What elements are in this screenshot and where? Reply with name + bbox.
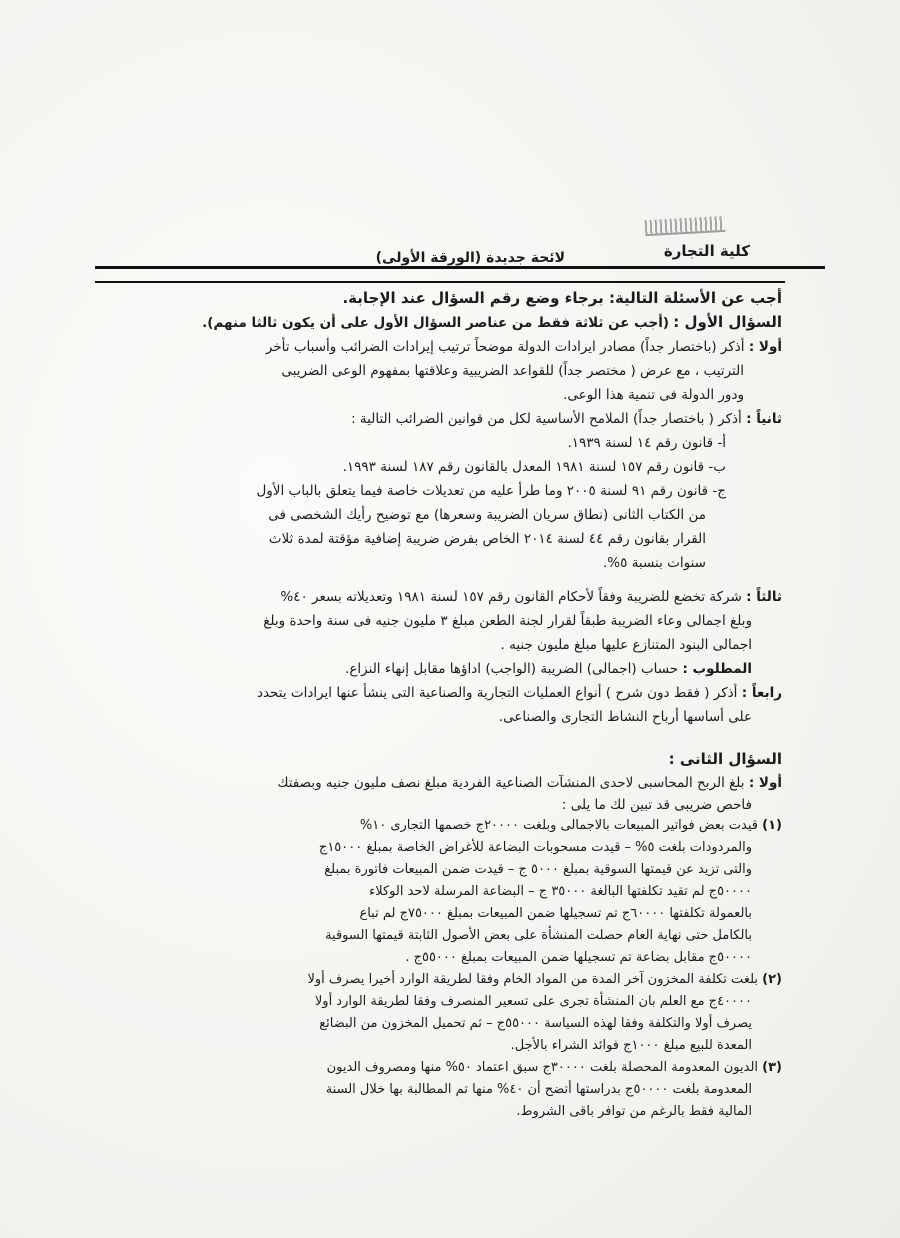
q2-item-2-line-3: يصرف أولا والتكلفة وفقا لهذه السياسة ٥٥٠٠٠ج – ثم تحميل المخزون من البضائع bbox=[319, 1016, 752, 1031]
q2-item-1-line-1 bbox=[92, 815, 782, 837]
q1-first-line-2: الترتيب ، مع عرض ( مختصر جداً) للقواعد الضريبية وعلاقتها بمفهوم الوعى الضريبى bbox=[281, 363, 744, 379]
q1-third-text-1: شركة تخضع للضريبة وفقاً لأحكام القانون رقم ١٥٧ لسنة ١٩٨١ وتعديلاته بسعر ٤٠% bbox=[280, 589, 742, 605]
q1-third-required bbox=[92, 657, 782, 681]
q2-first-line-2: فاحص ضريبى قد تبين لك ما يلى : bbox=[561, 797, 752, 813]
q1-fourth-text-1: أذكر ( فقط دون شرح ) أنواع العمليات التجارية والصناعية التى ينشأ عنها ايرادات يتحدد bbox=[256, 685, 738, 701]
q1-second-item-c: ج- قانون رقم ٩١ لسنة ٢٠٠٥ وما طرأ عليه من تعديلات خاصة فيما يتعلق بالباب الأول bbox=[256, 483, 726, 499]
header-divider-2 bbox=[95, 281, 785, 283]
q2-item-3-line-3: المالية فقط بالرغم من توافر باقى الشروط. bbox=[516, 1104, 752, 1119]
q2-item-3-text-1: الديون المعدومة المحصلة بلغت ٣٠٠٠٠ج سبق اعتماد ٥٠% منها ومصروف الديون bbox=[326, 1060, 759, 1075]
q2-item-3-num: (٣) bbox=[762, 1060, 782, 1075]
spacer bbox=[92, 729, 782, 747]
q2-item-1-line-7: ٥٠٠٠٠ج مقابل بضاعة تم تسجيلها ضمن المبيعات بمبلغ ٥٥٠٠٠ج . bbox=[405, 950, 752, 965]
q1-third-line-2: وبلغ اجمالى وعاء الضريبة طبقاً لقرار لجنة الطعن مبلغ ٣ مليون جنيه فى سنة واحدة وبلغ bbox=[263, 613, 752, 629]
q1-third-line-3: اجمالى البنود المتنازع عليها مبلغ مليون جنيه . bbox=[500, 637, 752, 653]
q1-note: (أجب عن ثلاثة فقط من عناصر السؤال الأول على أن يكون ثالثا منهم). bbox=[202, 315, 669, 331]
q2-item-1-num: (١) bbox=[762, 818, 782, 833]
q1-title: السؤال الأول : bbox=[673, 313, 782, 331]
q2-item-2-text-1: بلغت تكلفة المخزون آخر المدة من المواد الخام وفقا لطريقة الوارد أخيرا يصرف أولا bbox=[307, 972, 759, 987]
q1-second-item-c-3: القرار بقانون رقم ٤٤ لسنة ٢٠١٤ الخاص بفرض ضريبة إضافية مؤقتة لمدة ثلاث bbox=[268, 531, 706, 547]
q1-first-line-1 bbox=[92, 335, 782, 359]
q2-item-3 bbox=[92, 1057, 782, 1123]
q1-fourth-label: رابعاً : bbox=[741, 685, 782, 701]
q2-item-3-line-2: المعدومة بلغت ٥٠٠٠٠ج بدراستها أتضح أن ٤٠% منها تم المطالبة بها خلال السنة bbox=[325, 1082, 752, 1097]
q1-second-intro bbox=[92, 407, 782, 431]
q1-fourth-line-2: على أساسها أرباح النشاط التجارى والصناعى. bbox=[498, 709, 752, 725]
q1-second-item-c-2: من الكتاب الثانى (نطاق سريان الضريبة وسعرها) مع توضيح رأيك الشخصى فى bbox=[268, 507, 706, 523]
q2-item-2-line-4: المعدة للبيع مبلغ ١٠٠٠ج فوائد الشراء بالأجل. bbox=[510, 1038, 752, 1053]
q2-item-1-line-3: والتى تزيد عن قيمتها السوقية بمبلغ ٥٠٠٠ ج – قيدت ضمن المبيعات فاتورة بمبلغ bbox=[324, 862, 752, 877]
q2-item-1-text-1: قيدت بعض فواتير المبيعات بالاجمالى وبلغت ٢٠٠٠٠ج خصمها التجارى ١٠% bbox=[359, 818, 759, 833]
q2-item-2-line-1 bbox=[92, 969, 782, 991]
question-two bbox=[92, 747, 782, 1123]
exam-content bbox=[92, 286, 782, 1123]
q1-second-intro-text: أذكر ( باختصار جداً) الملامح الأساسية لكل من قوانين الضرائب التالية : bbox=[351, 411, 742, 427]
q2-title: السؤال الثانى : bbox=[668, 750, 782, 768]
q1-third-label: ثالثاً : bbox=[746, 589, 782, 605]
required-label: المطلوب : bbox=[682, 661, 752, 677]
q2-item-1-line-5: بالعمولة تكلفتها ٦٠٠٠٠ج تم تسجيلها ضمن المبيعات بمبلغ ٧٥٠٠٠ج لم تباع bbox=[359, 906, 752, 921]
q1-second-item-b: ب- قانون رقم ١٥٧ لسنة ١٩٨١ المعدل بالقانون رقم ١٨٧ لسنة ١٩٩٣. bbox=[342, 459, 726, 475]
stamp-mark bbox=[645, 216, 726, 236]
required-text: حساب (اجمالى) الضريبة (الواجب) اداؤها مقابل إنهاء النزاع. bbox=[345, 661, 679, 677]
q1-third-line-1 bbox=[92, 585, 782, 609]
q1-heading bbox=[92, 310, 782, 335]
spacer bbox=[92, 575, 782, 585]
q2-item-2-line-2: ٤٠٠٠٠ج مع العلم بان المنشأة تجرى على تسعير المنصرف وفقا لطريقة الوارد أولا bbox=[314, 994, 752, 1009]
regulation-title: لائحة جديدة (الورقة الأولى) bbox=[375, 250, 565, 266]
q1-second-item-a: أ- قانون رقم ١٤ لسنة ١٩٣٩. bbox=[567, 435, 726, 451]
q2-item-1-line-4: ٥٠٠٠٠ج لم تقيد تكلفتها البالغة ٣٥٠٠٠ ج – البضاعة المرسلة لاحد الوكلاء bbox=[369, 884, 752, 899]
q2-first-text-1: بلغ الربح المحاسبى لاحدى المنشآت الصناعية الفردية مبلغ نصف مليون جنيه وبصفتك bbox=[277, 775, 745, 791]
q2-item-1-line-2: والمردودات بلغت ٥% – قيدت مسحوبات البضاعة للأغراض الخاصة بمبلغ ١٥٠٠٠ج bbox=[318, 840, 752, 855]
header-divider bbox=[95, 266, 825, 269]
q2-item-2 bbox=[92, 969, 782, 1057]
q1-second-item-c-4: سنوات بنسبة ٥%. bbox=[603, 555, 706, 571]
q2-first-line-1 bbox=[92, 771, 782, 795]
q1-first-label: أولا : bbox=[748, 339, 782, 355]
q1-first-text-1: أذكر (باختصار جداً) مصادر ايرادات الدولة موضحاً ترتيب إيرادات الضرائب وأسباب تأخر bbox=[265, 339, 745, 355]
instructions: أجب عن الأسئلة التالية: برجاء وضع رقم السؤال عند الإجابة. bbox=[342, 289, 782, 307]
q2-item-2-num: (٢) bbox=[762, 972, 782, 987]
q1-first-line-3: ودور الدولة فى تنمية هذا الوعى. bbox=[563, 387, 744, 403]
q2-first-label: أولا : bbox=[748, 775, 782, 791]
college-name: كلية التجارة bbox=[663, 242, 750, 260]
q2-item-1-line-6: بالكامل حتى نهاية العام حصلت المنشأة على بعض الأصول الثابتة قيمتها السوقية bbox=[325, 928, 752, 943]
q2-item-1 bbox=[92, 815, 782, 969]
q2-item-3-line-1 bbox=[92, 1057, 782, 1079]
q1-fourth-line-1 bbox=[92, 681, 782, 705]
q1-second-label: ثانياً : bbox=[746, 411, 782, 427]
